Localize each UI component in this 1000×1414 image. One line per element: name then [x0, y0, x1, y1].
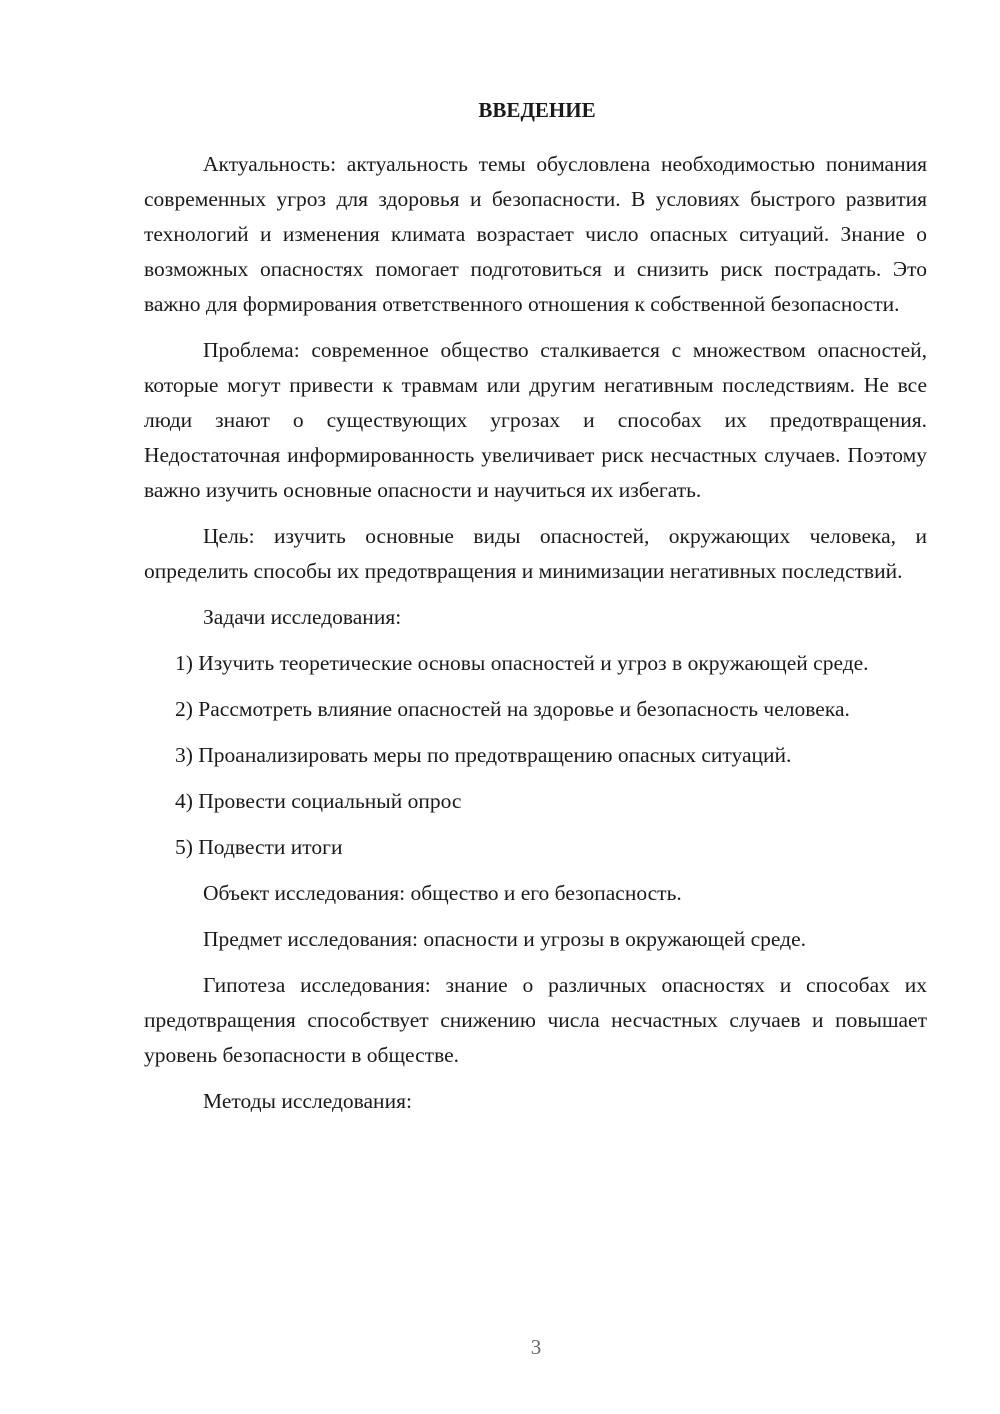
page-content	[144, 93, 927, 1130]
section-title: ВВЕДЕНИЕ	[478, 98, 596, 122]
list-item-task-1: 1) Изучить теоретические основы опасностей и угроз в окружающей среде.	[175, 651, 869, 675]
paragraph-problem: Проблема: современное общество сталкивается с множеством опасностей, которые могут привести к травмам или другим негативным последствиям. Не все люди знают о существующих угрозах и способах их предотвращения. Недостаточная информированность увеличивает риск несчастных случаев. Поэтому важно изучить основные опасности и научиться их избегать.	[144, 338, 927, 502]
paragraph-subject: Предмет исследования: опасности и угрозы в окружающей среде.	[203, 927, 807, 951]
list-item-task-4: 4) Провести социальный опрос	[175, 789, 462, 813]
paragraph-relevance: Актуальность: актуальность темы обусловлена необходимостью понимания современных угроз для здоровья и безопасности. В условиях быстрого развития технологий и изменения климата возрастает число опасных ситуаций. Знание о возможных опасностях помогает подготовиться и снизить риск пострадать. Это важно для формирования ответственного отношения к собственной безопасности.	[144, 152, 927, 316]
list-item-task-3: 3) Проанализировать меры по предотвращению опасных ситуаций.	[175, 743, 792, 767]
paragraph-goal: Цель: изучить основные виды опасностей, окружающих человека, и определить способы их предотвращения и минимизации негативных последствий.	[144, 524, 927, 583]
page-number: 3	[530, 1335, 542, 1359]
list-item-task-5: 5) Подвести итоги	[175, 835, 343, 859]
paragraph-object: Объект исследования: общество и его безопасность.	[203, 881, 682, 905]
paragraph-hypothesis: Гипотеза исследования: знание о различных опасностях и способах их предотвращения способствует снижению числа несчастных случаев и повышает уровень безопасности в обществе.	[144, 973, 927, 1067]
list-item-task-2: 2) Рассмотреть влияние опасностей на здоровье и безопасность человека.	[175, 697, 850, 721]
paragraph-tasks-heading: Задачи исследования:	[203, 605, 402, 629]
paragraph-methods-heading: Методы исследования:	[203, 1089, 412, 1113]
